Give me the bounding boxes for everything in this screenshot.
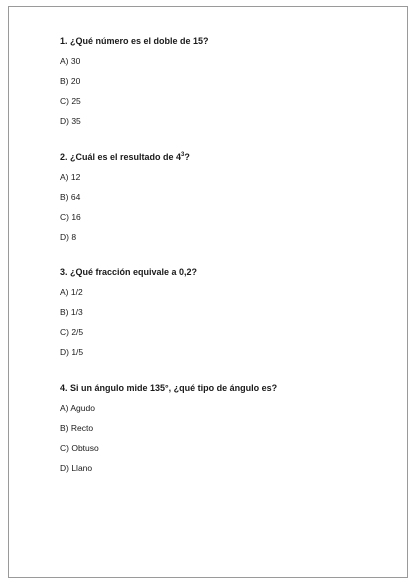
question-2-option-b: B) 64: [60, 192, 81, 202]
question-1: [60, 35, 380, 127]
question-1-option-b: B) 20: [60, 76, 81, 86]
question-2-option-a: A) 12: [60, 172, 81, 182]
question-2-title-suffix: ?: [184, 152, 190, 162]
question-4-title: 4. Si un ángulo mide 135°, ¿qué tipo de ángulo es?: [60, 383, 278, 393]
question-2-title: [60, 151, 380, 163]
question-3-option-b: B) 1/3: [60, 307, 83, 317]
question-1-option-c: C) 25: [60, 96, 81, 106]
question-4-option-a: A) Agudo: [60, 403, 95, 413]
question-4: [60, 382, 380, 474]
question-1-option-a: A) 30: [60, 56, 81, 66]
question-3-option-a: A) 1/2: [60, 287, 83, 297]
question-2-title-exponent: 3: [181, 152, 185, 158]
question-1-option-d: D) 35: [60, 116, 81, 126]
question-3-option-d: D) 1/5: [60, 347, 84, 357]
question-3-option-c: C) 2/5: [60, 327, 84, 337]
question-4-option-c: C) Obtuso: [60, 443, 99, 453]
question-2-title-prefix: 2. ¿Cuál es el resultado de 4: [60, 152, 182, 162]
question-2-option-c: C) 16: [60, 212, 81, 222]
question-2-option-d: D) 8: [60, 232, 77, 242]
question-2: [60, 151, 380, 243]
question-3: [60, 266, 380, 358]
question-4-option-b: B) Recto: [60, 423, 94, 433]
question-4-option-d: D) Llano: [60, 463, 93, 473]
question-1-title: 1. ¿Qué número es el doble de 15?: [60, 36, 209, 46]
question-3-title: 3. ¿Qué fracción equivale a 0,2?: [60, 267, 198, 277]
